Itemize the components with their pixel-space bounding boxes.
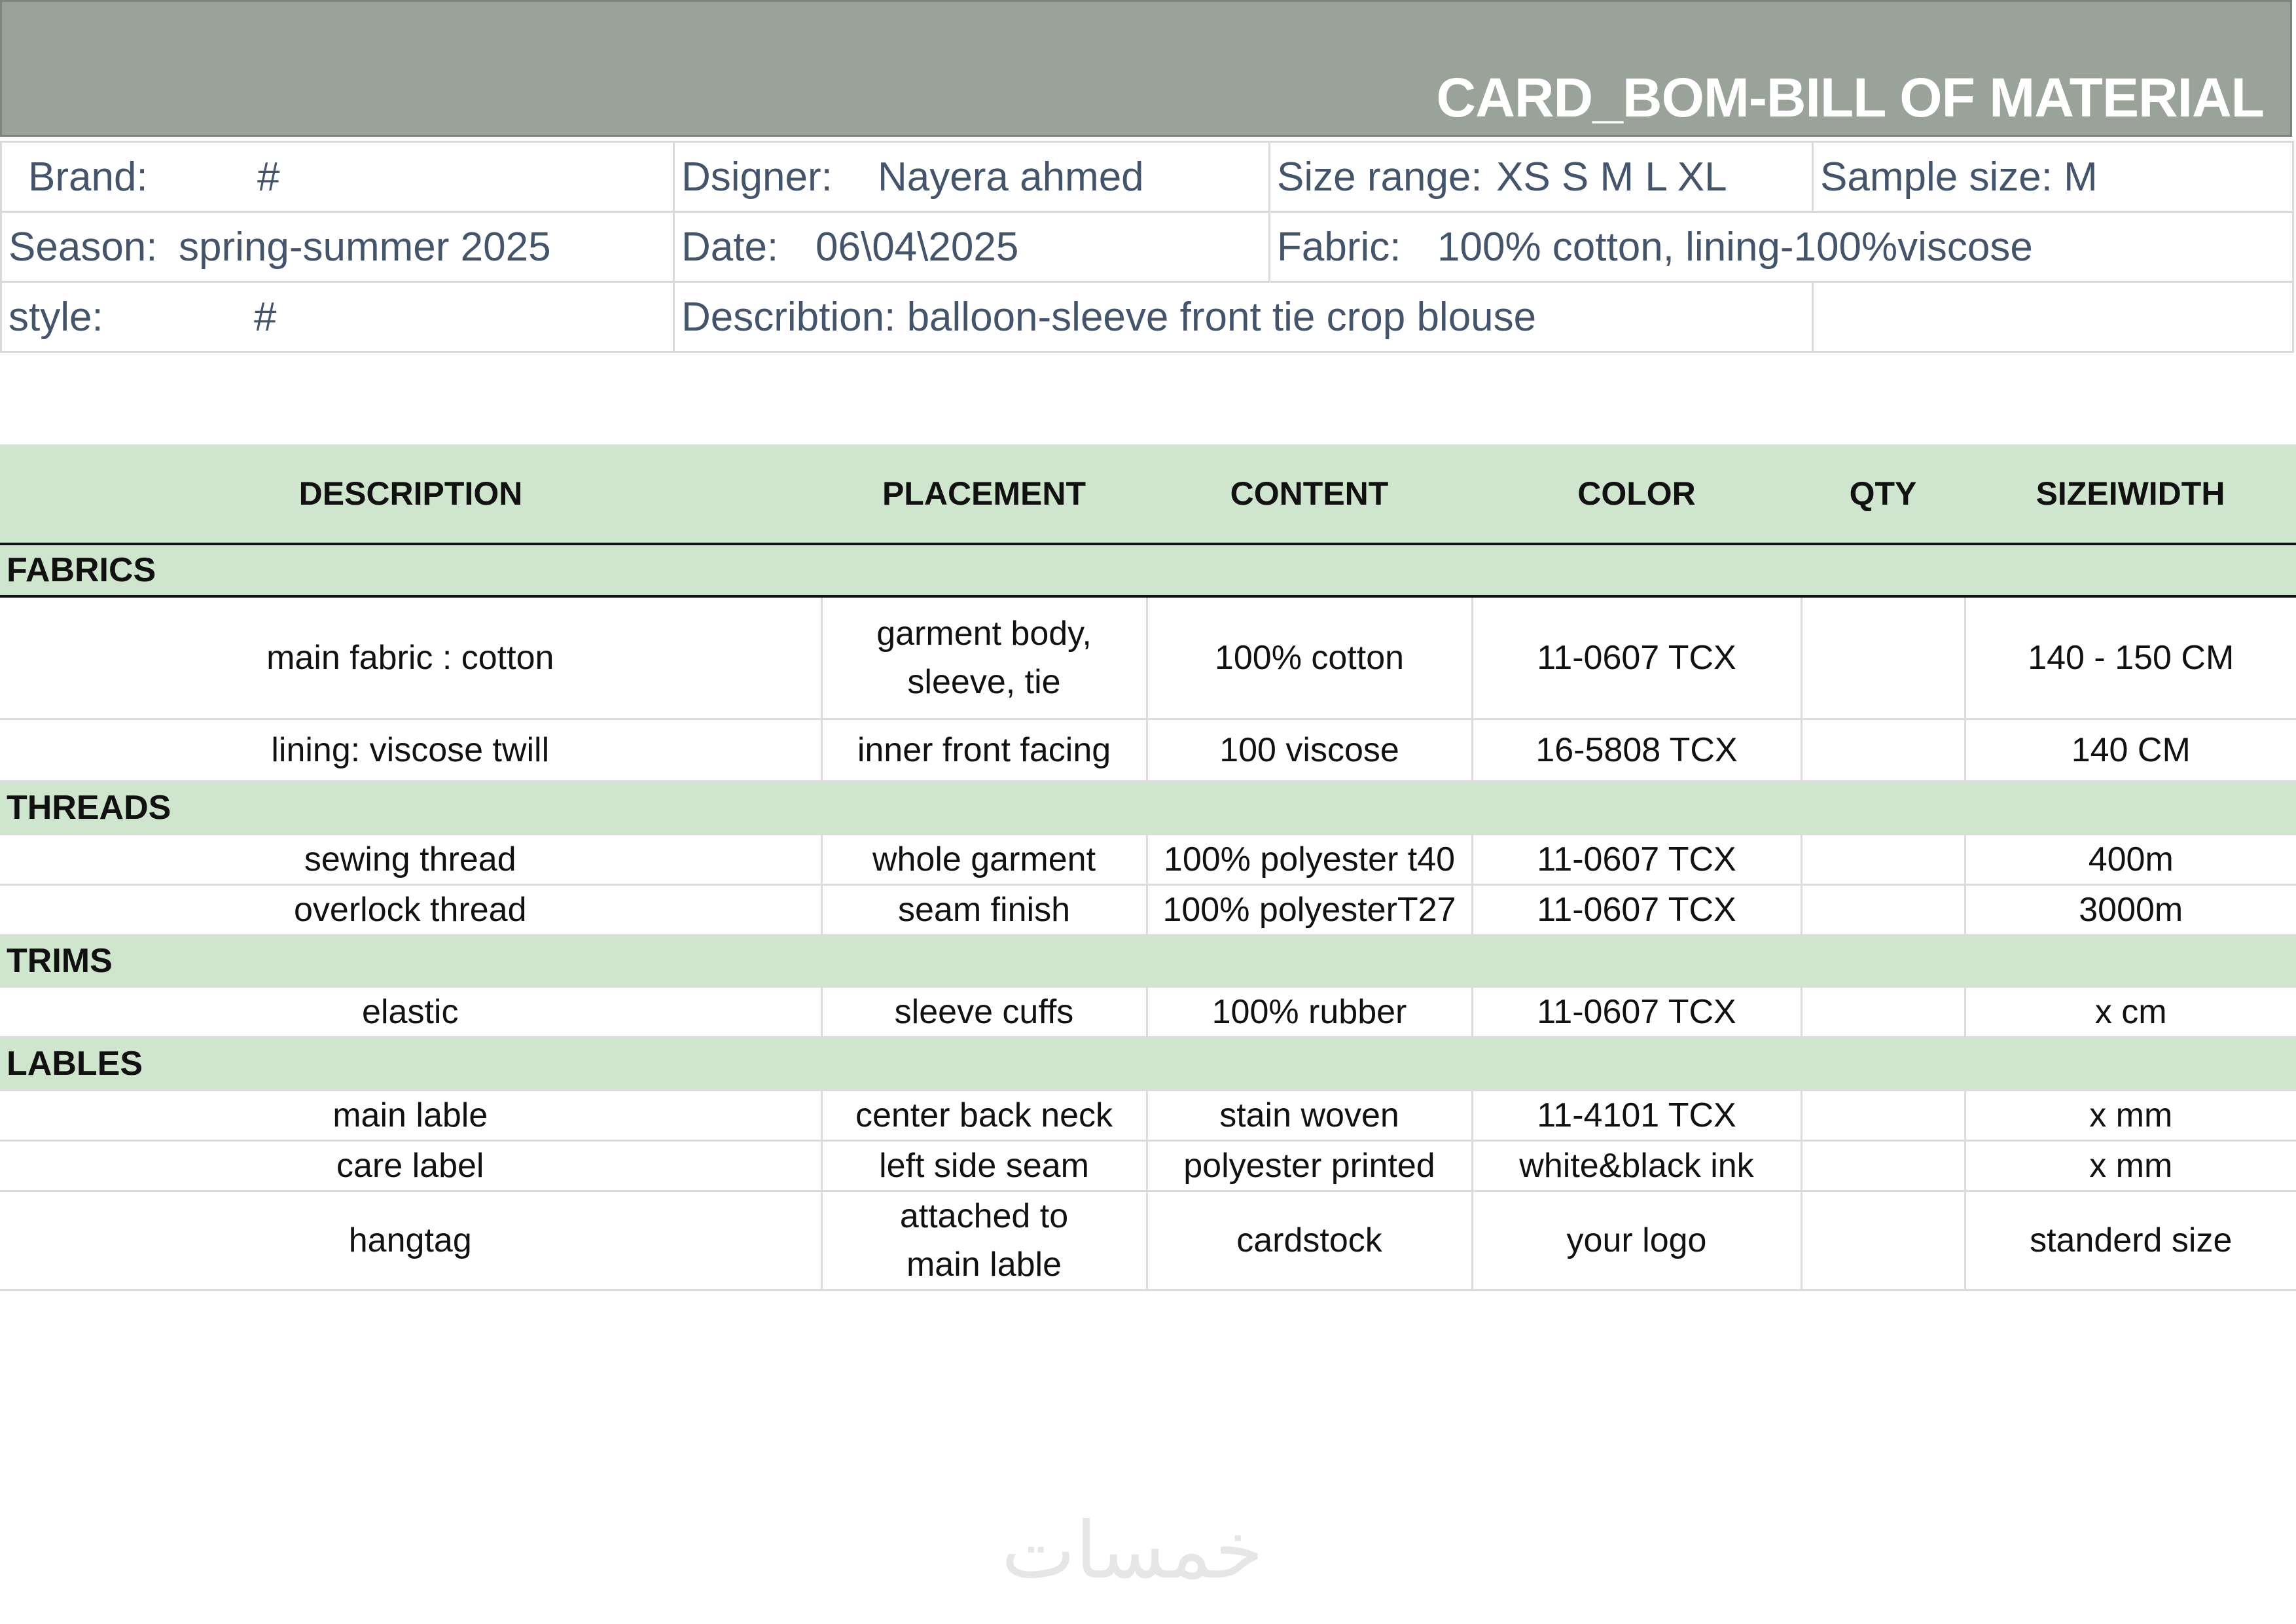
table-cell: 100 viscose — [1147, 719, 1472, 782]
column-header: PLACEMENT — [821, 444, 1147, 544]
table-cell: left side seam — [821, 1141, 1147, 1191]
section-title: LABLES — [0, 1038, 2296, 1091]
table-cell: whole garment — [821, 835, 1147, 885]
table-row — [0, 885, 2296, 935]
table-cell: 3000m — [1965, 885, 2296, 935]
table-cell: overlock thread — [0, 885, 821, 935]
table-cell: 100% polyesterT27 — [1147, 885, 1472, 935]
table-cell: hangtag — [0, 1191, 821, 1290]
title-bar — [0, 0, 2292, 137]
table-cell: polyester printed — [1147, 1141, 1472, 1191]
table-cell — [1801, 596, 1965, 719]
column-header: CONTENT — [1147, 444, 1472, 544]
page-title: CARD_BOM-BILL OF MATERIAL — [1436, 67, 2264, 128]
table-cell: 100% polyester t40 — [1147, 835, 1472, 885]
section-row — [0, 1038, 2296, 1091]
table-cell: 11-0607 TCX — [1472, 835, 1801, 885]
table-cell: attached to main lable — [821, 1191, 1147, 1290]
table-cell — [1801, 719, 1965, 782]
table-cell: cardstock — [1147, 1191, 1472, 1290]
table-row — [0, 719, 2296, 782]
info-row — [1, 142, 2293, 212]
table-row — [0, 1141, 2296, 1191]
empty-cell — [1813, 282, 2293, 352]
date-value: 06\04\2025 — [816, 224, 1019, 270]
table-cell: 11-0607 TCX — [1472, 596, 1801, 719]
table-row — [0, 596, 2296, 719]
table-row — [0, 1191, 2296, 1290]
info-row — [1, 282, 2293, 352]
table-cell: center back neck — [821, 1091, 1147, 1141]
table-cell: care label — [0, 1141, 821, 1191]
table-cell — [1801, 1191, 1965, 1290]
fabric-value: 100% cotton, lining-100%viscose — [1437, 224, 2033, 270]
info-table — [0, 141, 2294, 353]
season-label: Season: — [9, 224, 158, 270]
section-row — [0, 782, 2296, 835]
size-range-cell — [1270, 142, 1813, 212]
table-cell: 11-4101 TCX — [1472, 1091, 1801, 1141]
table-cell: standerd size — [1965, 1191, 2296, 1290]
table-cell: sleeve cuffs — [821, 987, 1147, 1038]
table-cell — [1801, 987, 1965, 1038]
table-cell: main lable — [0, 1091, 821, 1141]
table-header-row — [0, 444, 2296, 544]
section-title: FABRICS — [0, 544, 2296, 596]
table-cell: x mm — [1965, 1091, 2296, 1141]
section-row — [0, 544, 2296, 596]
fabric-cell — [1270, 212, 2293, 282]
season-value: spring-summer 2025 — [179, 224, 551, 270]
table-cell — [1801, 885, 1965, 935]
table-cell: white&black ink — [1472, 1141, 1801, 1191]
table-cell — [1801, 1141, 1965, 1191]
section-row — [0, 935, 2296, 987]
table-cell: 140 CM — [1965, 719, 2296, 782]
info-row — [1, 212, 2293, 282]
sample-size-cell: Sample size: M — [1813, 142, 2293, 212]
table-row — [0, 987, 2296, 1038]
table-cell: lining: viscose twill — [0, 719, 821, 782]
table-row — [0, 835, 2296, 885]
table-cell — [1801, 835, 1965, 885]
table-cell: elastic — [0, 987, 821, 1038]
section-title: TRIMS — [0, 935, 2296, 987]
watermark-logo: خمسات — [1001, 1506, 1264, 1597]
designer-cell — [674, 142, 1270, 212]
table-cell: sewing thread — [0, 835, 821, 885]
table-cell: x mm — [1965, 1141, 2296, 1191]
table-cell: 100% cotton — [1147, 596, 1472, 719]
designer-value: Nayera ahmed — [878, 154, 1144, 200]
size-range-label: Size range: — [1277, 154, 1482, 200]
table-cell: 11-0607 TCX — [1472, 987, 1801, 1038]
column-header: DESCRIPTION — [0, 444, 821, 544]
table-cell: 400m — [1965, 835, 2296, 885]
designer-label: Dsigner: — [681, 154, 833, 200]
date-cell — [674, 212, 1270, 282]
table-cell: 11-0607 TCX — [1472, 885, 1801, 935]
brand-value: # — [257, 154, 280, 200]
column-header: COLOR — [1472, 444, 1801, 544]
description-cell: Describtion: balloon-sleeve front tie crop blouse — [674, 282, 1813, 352]
style-cell — [1, 282, 674, 352]
table-cell: seam finish — [821, 885, 1147, 935]
brand-label: Brand: — [28, 154, 148, 200]
table-cell: 16-5808 TCX — [1472, 719, 1801, 782]
season-cell — [1, 212, 674, 282]
date-label: Date: — [681, 224, 779, 270]
table-cell: garment body, sleeve, tie — [821, 596, 1147, 719]
table-row — [0, 1091, 2296, 1141]
table-cell: x cm — [1965, 987, 2296, 1038]
table-cell: main fabric : cotton — [0, 596, 821, 719]
column-header: QTY — [1801, 444, 1965, 544]
bom-table — [0, 444, 2296, 1291]
fabric-label: Fabric: — [1277, 224, 1401, 270]
table-cell — [1801, 1091, 1965, 1141]
table-cell: inner front facing — [821, 719, 1147, 782]
table-cell: 140 - 150 CM — [1965, 596, 2296, 719]
table-cell: your logo — [1472, 1191, 1801, 1290]
style-label: style: — [9, 294, 103, 340]
table-cell: 100% rubber — [1147, 987, 1472, 1038]
brand-cell — [1, 142, 674, 212]
column-header: SIZEIWIDTH — [1965, 444, 2296, 544]
style-value: # — [254, 294, 277, 340]
size-range-value: XS S M L XL — [1496, 154, 1727, 200]
section-title: THREADS — [0, 782, 2296, 835]
table-cell: stain woven — [1147, 1091, 1472, 1141]
